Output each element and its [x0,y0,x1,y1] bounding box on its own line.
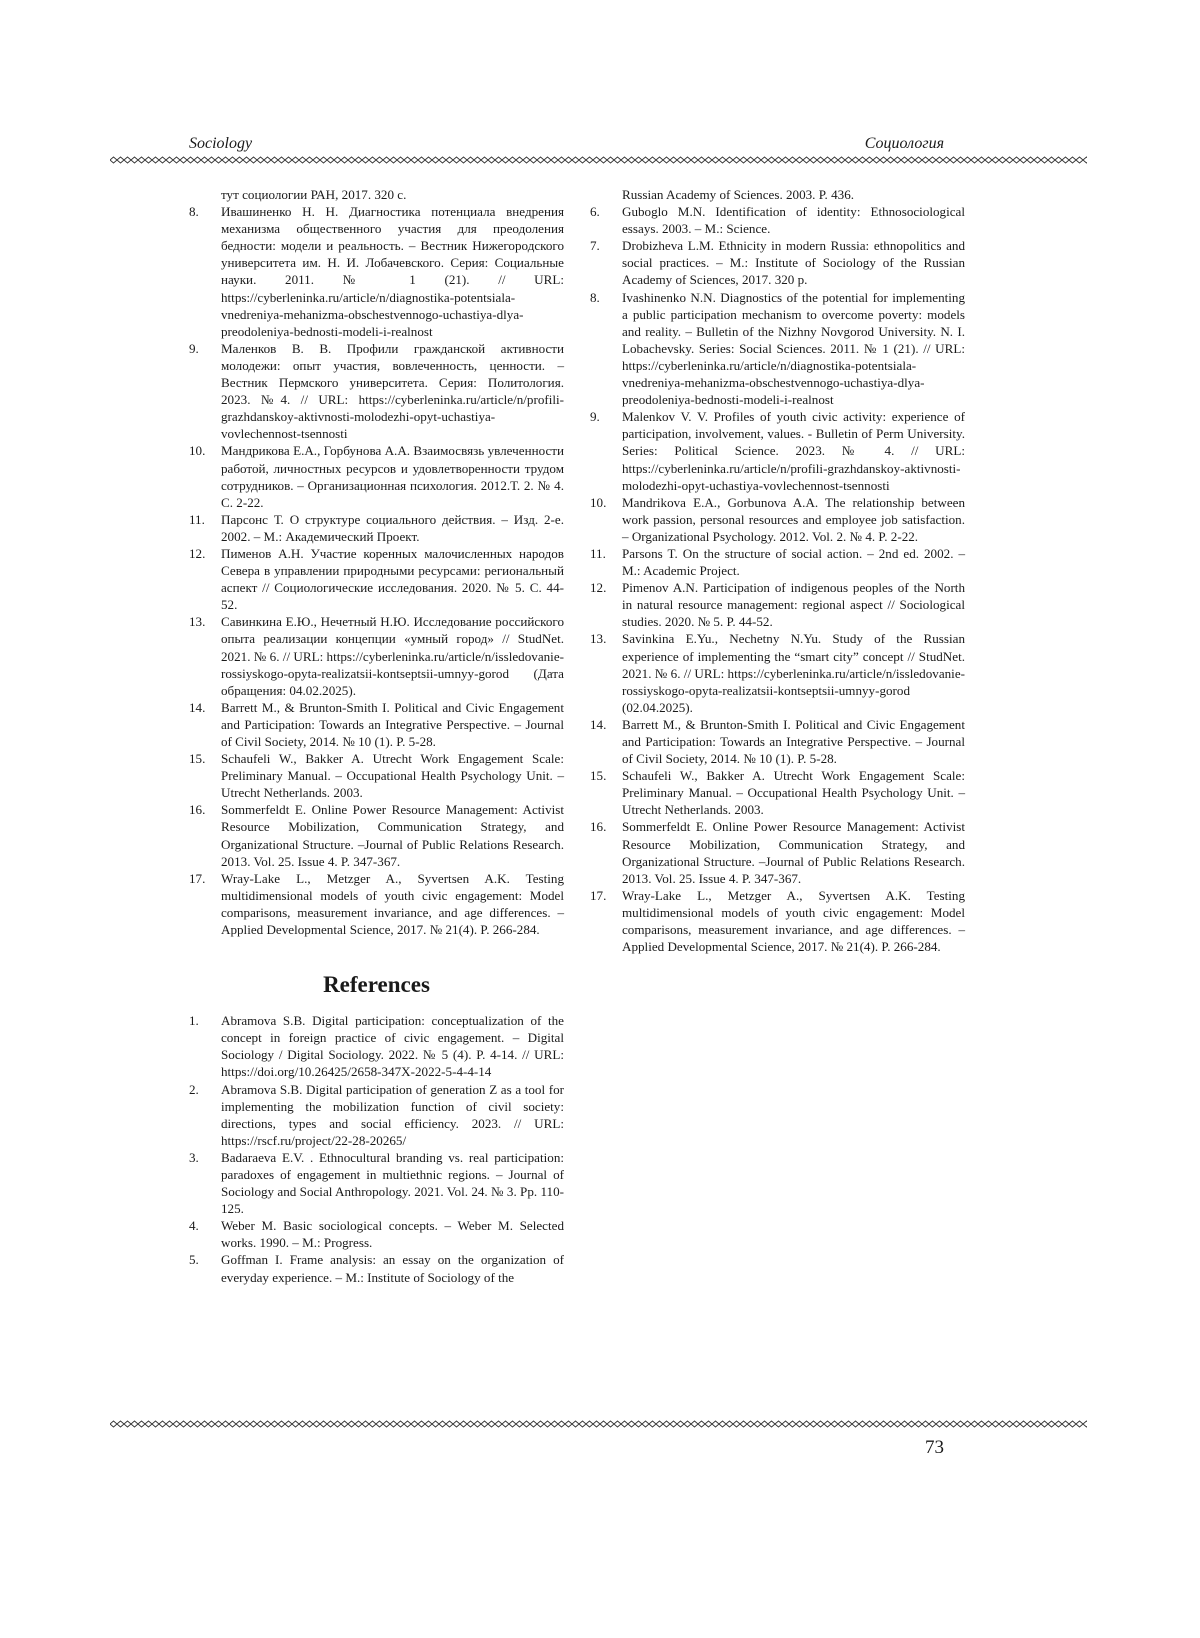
reference-en-15: 15. Schaufeli W., Bakker A. Utrecht Work Engagement Scale: Preliminary Manual. – Occupational Health Psychology Unit. – Utrecht Netherlands. 2003. [590,768,965,818]
reference-text: Abramova S.B. Digital participation: conceptualization of the concept in foreign practice of civic engagement. – Digital Sociology / Digital Sociology. 2022. № 5 (4). P. 4-14. // URL: https://doi.org/10.26425/2658-347X-2022-5-4-4-14 [221,1013,564,1080]
reference-ru-12: 12. Пименов А.Н. Участие коренных малочисленных народов Севера в управлении природными ресурсами: региональный аспект // Социологические исследования. 2020. № 5. С. 44-52. [189,545,564,613]
reference-en-4: 4. Weber M. Basic sociological concepts. – Weber M. Selected works. 1990. – M.: Progress. [189,1218,564,1251]
reference-text: тут социологии РАН, 2017. 320 с. [221,187,407,202]
reference-text: Schaufeli W., Bakker A. Utrecht Work Engagement Scale: Preliminary Manual. – Occupational Health Psychology Unit. – Utrecht Netherlands. 2003. [622,768,965,818]
reference-text: Savinkina E.Yu., Nechetny N.Yu. Study of the Russian experience of implementing the “smart city” concept // StudNet. 2021. № 6. // URL: https://cyberleninka.ru/article/n/issledovanie-rossiyskogo-opyta-realizatsii-kontseptsii-umnyy-gorod (02.04.2025). [622,631,965,715]
reference-text: Ивашиненко Н. Н. Диагностика потенциала внедрения механизма общественного участия для преодоления бедности: модели и реальность. – Вестник Нижегородского университета им. Н. И. Лобачевского. Серия: Социальные науки. 2011. № 1 (21). // URL: https://cyberleninka.ru/article/n/diagnostika-potentsiala-vnedreniya-mehanizma-obschestvennogo-uchastiya-dlya-preodoleniya-bednosti-modeli-i-realnost [221,204,564,339]
reference-en-7: 7. Drobizheva L.M. Ethnicity in modern Russia: ethnopolitics and social practices. – M.: Institute of Sociology of the Russian Academy of Sciences, 2017. 320 p. [590,238,965,288]
reference-text: Abramova S.B. Digital participation of generation Z as a tool for implementing the mobilization function of civil society: directions, types and social efficiency. 2023. // URL: https://rscf.ru/project/22-28-20265/ [221,1081,564,1148]
top-ornament-divider [110,155,1087,165]
bottom-ornament-divider [110,1419,1087,1429]
reference-en-16: 16. Sommerfeldt E. Online Power Resource Management: Activist Resource Mobilization, Communication Strategy, and Organizational Structure. –Journal of Public Relations Research. 2013. Vol. 25. Issue 4. P. 347-367. [590,819,965,886]
reference-en-9: 9. Malenkov V. V. Profiles of youth civic activity: experience of participation, involvement, values. - Bulletin of Perm University. Series: Political Science. 2023. № 4. // URL: https://cyberleninka.ru/article/n/profili-grazhdanskoy-aktivnosti-molodezhi-opyt-uchastiya-vovlechennost-tsennosti [590,409,965,493]
reference-text: Weber M. Basic sociological concepts. – Weber M. Selected works. 1990. – M.: Progress. [221,1218,564,1251]
reference-ru-9: 9. Маленков В. В. Профили гражданской активности молодежи: опыт участия, вовлеченность, ценности. – Вестник Пермского университета. Серия: Политология. 2023. №4. // URL: https://cyberleninka.ru/article/n/profili-grazhdanskoy-aktivnosti-molodezhi-opyt-uchastiya-vovlechennost-tsennosti [189,340,564,442]
running-head-left: Sociology [189,135,253,152]
reference-ru-15: 15. Schaufeli W., Bakker A. Utrecht Work Engagement Scale: Preliminary Manual. – Occupational Health Psychology Unit. – Utrecht Netherlands. 2003. [189,751,564,801]
references-heading: References [323,972,430,998]
reference-text: Barrett M., & Brunton-Smith I. Political and Civic Engagement and Participation: Towards an Integrative Perspective. – Journal of Civil Society, 2014. № 10 (1). P. 5-28. [221,699,564,749]
reference-en-13: 13. Savinkina E.Yu., Nechetny N.Yu. Study of the Russian experience of implementing the “smart city” concept // StudNet. 2021. № 6. // URL: https://cyberleninka.ru/article/n/issledovanie-rossiyskogo-opyta-realizatsii-kontseptsii-umnyy-gorod (02.04.2025). [590,631,965,715]
reference-text: Guboglo M.N. Identification of identity: Ethnosociological essays. 2003. – M.: Science. [622,204,965,237]
reference-text: Barrett M., & Brunton-Smith I. Political and Civic Engagement and Participation: Towards an Integrative Perspective. – Journal of Civil Society, 2014. № 10 (1). P. 5-28. [622,716,965,767]
reference-text: Pimenov A.N. Participation of indigenous peoples of the North in natural resource management: regional aspect // Sociological studies. 2020. № 5. P. 44-52. [622,580,965,630]
reference-en-17: 17. Wray-Lake L., Metzger A., Syvertsen A.K. Testing multidimensional models of youth civic engagement: Model comparisons, measurement invariance, and age differences. – Applied Developmental Science, 2017. № 21(4). P. 266-284. [590,887,965,955]
reference-text: Sommerfeldt E. Online Power Resource Management: Activist Resource Mobilization, Communication Strategy, and Organizational Structure. –Journal of Public Relations Research. 2013. Vol. 25. Issue 4. P. 347-367. [622,819,965,886]
reference-en-8: 8. Ivashinenko N.N. Diagnostics of the potential for implementing a public participation mechanism to overcome poverty: models and reality. – Bulletin of the Nizhny Novgorod University. N. I. Lobachevsky. Series: Social Sciences. 2011. № 1 (21). // URL: https://cyberleninka.ru/article/n/diagnostika-potentsiala-vnedreniya-mehanizma-obschestvennogo-uchastiya-dlya-preodoleniya-bednosti-modeli-i-realnost [590,289,965,408]
reference-text: Badaraeva E.V. . Ethnocultural branding vs. real participation: paradoxes of engagement in multiethnic regions. – Journal of Sociology and Social Anthropology. 2021. Vol. 24. № 3. Pp. 110-125. [221,1149,564,1217]
reference-en-5: 5. Goffman I. Frame analysis: an essay on the organization of everyday experience. – M.: Institute of Sociology of the [189,1252,564,1285]
reference-en-10: 10. Mandrikova E.A., Gorbunova A.A. The relationship between work passion, personal resources and employee job satisfaction. – Organizational Psychology. 2012. Vol. 2. № 4. P. 2-22. [590,494,965,544]
reference-text: Пименов А.Н. Участие коренных малочисленных народов Севера в управлении природными ресурсами: региональный аспект // Социологические исследования. 2020. № 5. С. 44-52. [221,545,564,613]
reference-continuation [590,186,965,203]
running-head-right: Социология [864,135,944,152]
reference-en-3: 3. Badaraeva E.V. . Ethnocultural branding vs. real participation: paradoxes of engagement in multiethnic regions. – Journal of Sociology and Social Anthropology. 2021. Vol. 24. № 3. Pp. 110-125. [189,1149,564,1217]
reference-text: Маленков В. В. Профили гражданской активности молодежи: опыт участия, вовлеченность, ценности. – Вестник Пермского университета. Серия: Политология. 2023. №4. // URL: https://cyberleninka.ru/article/n/profili-grazhdanskoy-aktivnosti-molodezhi-opyt-uchastiya-vovlechennost-tsennosti [221,340,564,442]
reference-text: Parsons T. On the structure of social action. – 2nd ed. 2002. – M.: Academic Project. [622,545,965,579]
reference-en-14: 14. Barrett M., & Brunton-Smith I. Political and Civic Engagement and Participation: Towards an Integrative Perspective. – Journal of Civil Society, 2014. № 10 (1). P. 5-28. [590,716,965,767]
reference-text: Парсонс Т. О структуре социального действия. – Изд. 2-е. 2002. – М.: Академический Проект. [221,511,564,544]
reference-ru-16: 16. Sommerfeldt E. Online Power Resource Management: Activist Resource Mobilization, Communication Strategy, and Organizational Structure. –Journal of Public Relations Research. 2013. Vol. 25. Issue 4. P. 347-367. [189,802,564,869]
reference-ru-14: 14. Barrett M., & Brunton-Smith I. Political and Civic Engagement and Participation: Towards an Integrative Perspective. – Journal of Civil Society, 2014. № 10 (1). P. 5-28. [189,699,564,749]
reference-text: Goffman I. Frame analysis: an essay on the organization of everyday experience. – M.: Institute of Sociology of the [221,1252,564,1285]
reference-text: Мандрикова Е.А., Горбунова А.А. Взаимосвязь увлеченности работой, личностных ресурсов и удовлетворенности трудом сотрудников. – Организационная психология. 2012.Т. 2. № 4. С. 2-22. [221,443,564,510]
right-column [590,186,965,955]
reference-en-12: 12. Pimenov A.N. Participation of indigenous peoples of the North in natural resource management: regional aspect // Sociological studies. 2020. № 5. P. 44-52. [590,580,965,630]
reference-ru-10: 10. Мандрикова Е.А., Горбунова А.А. Взаимосвязь увлеченности работой, личностных ресурсов и удовлетворенности трудом сотрудников. – Организационная психология. 2012.Т. 2. № 4. С. 2-22. [189,443,564,510]
reference-text: Wray-Lake L., Metzger A., Syvertsen A.K. Testing multidimensional models of youth civic engagement: Model comparisons, measurement invariance, and age differences. – Applied Developmental Science, 2017. № 21(4). P. 266-284. [622,887,965,955]
reference-text: Malenkov V. V. Profiles of youth civic activity: experience of participation, involvement, values. - Bulletin of Perm University. Series: Political Science. 2023. № 4. // URL: https://cyberleninka.ru/article/n/profili-grazhdanskoy-aktivnosti-molodezhi-opyt-uchastiya-vovlechennost-tsennosti [622,409,965,493]
reference-en-11: 11. Parsons T. On the structure of social action. – 2nd ed. 2002. – M.: Academic Project. [590,545,965,579]
reference-text: Schaufeli W., Bakker A. Utrecht Work Engagement Scale: Preliminary Manual. – Occupational Health Psychology Unit. – Utrecht Netherlands. 2003. [221,751,564,801]
reference-ru-11: 11. Парсонс Т. О структуре социального действия. – Изд. 2-е. 2002. – М.: Академический Проект. [189,511,564,544]
reference-ru-8: 8. Ивашиненко Н. Н. Диагностика потенциала внедрения механизма общественного участия для преодоления бедности: модели и реальность. – Вестник Нижегородского университета им. Н. И. Лобачевского. Серия: Социальные науки. 2011. № 1 (21). // URL: https://cyberleninka.ru/article/n/diagnostika-potentsiala-vnedreniya-mehanizma-obschestvennogo-uchastiya-dlya-preodoleniya-bednosti-modeli-i-realnost [189,204,564,339]
reference-en-2: 2. Abramova S.B. Digital participation of generation Z as a tool for implementing the mobilization function of civil society: directions, types and social efficiency. 2023. // URL: https://rscf.ru/project/22-28-20265/ [189,1081,564,1148]
reference-continuation [189,186,564,203]
reference-text: Sommerfeldt E. Online Power Resource Management: Activist Resource Mobilization, Communication Strategy, and Organizational Structure. –Journal of Public Relations Research. 2013. Vol. 25. Issue 4. P. 347-367. [221,802,564,869]
page-number: 73 [925,1437,944,1458]
reference-ru-13: 13. Савинкина Е.Ю., Нечетный Н.Ю. Исследование российского опыта реализации концепции «умный город» // StudNet. 2021. № 6. // URL: https://cyberleninka.ru/article/n/issledovanie-rossiyskogo-opyta-realizatsii-kontseptsii-umnyy-gorod (Дата обращения: 04.02.2025). [189,614,564,698]
reference-en-1: 1. Abramova S.B. Digital participation: conceptualization of the concept in foreign practice of civic engagement. – Digital Sociology / Digital Sociology. 2022. № 5 (4). P. 4-14. // URL: https://doi.org/10.26425/2658-347X-2022-5-4-4-14 [189,1013,564,1080]
left-column [189,186,564,1286]
reference-text: Ivashinenko N.N. Diagnostics of the potential for implementing a public participation mechanism to overcome poverty: models and reality. – Bulletin of the Nizhny Novgorod University. N. I. Lobachevsky. Series: Social Sciences. 2011. № 1 (21). // URL: https://cyberleninka.ru/article/n/diagnostika-potentsiala-vnedreniya-mehanizma-obschestvennogo-uchastiya-dlya-preodoleniya-bednosti-modeli-i-realnost [622,289,965,408]
reference-text: Drobizheva L.M. Ethnicity in modern Russia: ethnopolitics and social practices. – M.: Institute of Sociology of the Russian Academy of Sciences, 2017. 320 p. [622,238,965,288]
reference-ru-17: 17. Wray-Lake L., Metzger A., Syvertsen A.K. Testing multidimensional models of youth civic engagement: Model comparisons, measurement invariance, and age differences. – Applied Developmental Science, 2017. № 21(4). P. 266-284. [189,870,564,938]
reference-text: Савинкина Е.Ю., Нечетный Н.Ю. Исследование российского опыта реализации концепции «умный город» // StudNet. 2021. № 6. // URL: https://cyberleninka.ru/article/n/issledovanie-rossiyskogo-opyta-realizatsii-kontseptsii-umnyy-gorod (Дата обращения: 04.02.2025). [221,614,564,698]
reference-en-6: 6. Guboglo M.N. Identification of identity: Ethnosociological essays. 2003. – M.: Science. [590,204,965,237]
reference-text: Mandrikova E.A., Gorbunova A.A. The relationship between work passion, personal resources and employee job satisfaction. – Organizational Psychology. 2012. Vol. 2. № 4. P. 2-22. [622,494,965,544]
reference-text: Russian Academy of Sciences. 2003. P. 436. [622,187,855,202]
reference-text: Wray-Lake L., Metzger A., Syvertsen A.K. Testing multidimensional models of youth civic engagement: Model comparisons, measurement invariance, and age differences. – Applied Developmental Science, 2017. № 21(4). P. 266-284. [221,870,564,938]
